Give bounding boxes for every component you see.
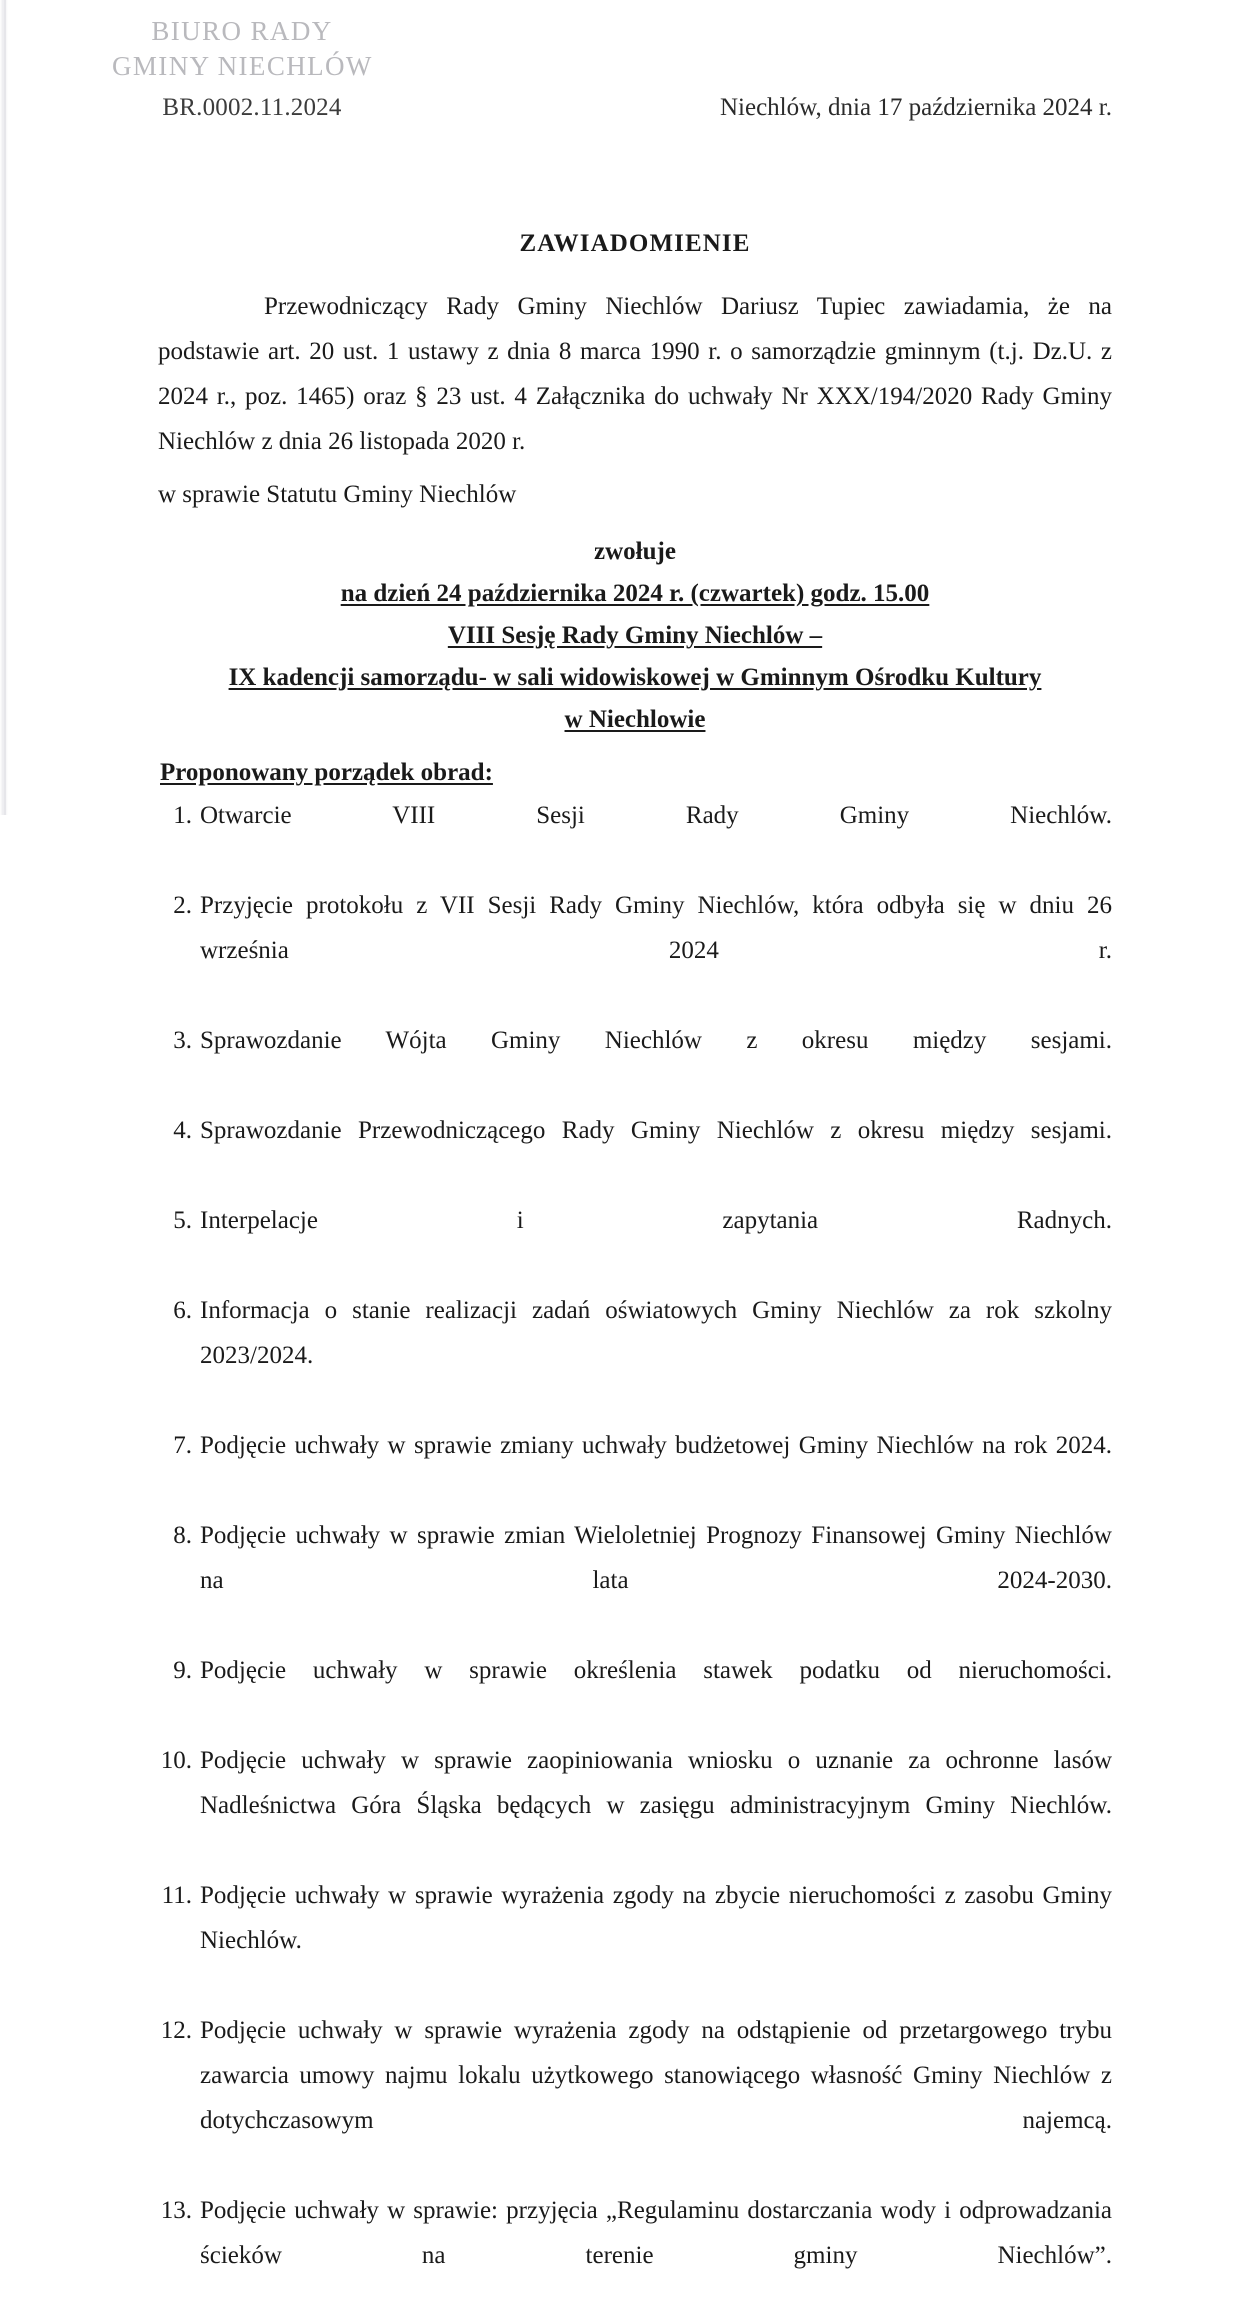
convene-session-text: VIII Sesję Rady Gminy Niechlów – [447,622,823,649]
agenda-item-number: 7. [173,1432,192,1459]
agenda-item-number: 2. [173,892,192,919]
agenda-item-text: Podjęcie uchwały w sprawie wyrażenia zgody na odstąpienie od przetargowego trybu zawarcia umowy najmu lokalu użytkowego stanowiącego własność Gminy Niechlów z dotychczasowym najemcą. [200,2017,1112,2134]
agenda-item-text: Przyjęcie protokołu z VII Sesji Rady Gminy Niechlów, która odbyła się w dniu 26 września 2024 r. [200,892,1112,964]
agenda-item-text: Otwarcie VIII Sesji Rady Gminy Niechlów. [200,802,1112,829]
document-header [0,0,1240,140]
agenda-item-number: 3. [173,1027,192,1054]
agenda-item-number: 1. [173,802,192,829]
intro-paragraph [158,284,1112,464]
agenda-item-text: Podjęcie uchwały w sprawie określenia stawek podatku od nieruchomości. [200,1657,1112,1684]
agenda-item-number: 10. [160,1747,192,1774]
agenda-item-text: Sprawozdanie Przewodniczącego Rady Gminy Niechlów z okresu między sesjami. [200,1117,1112,1144]
agenda-item [158,1108,1112,1198]
document-body [158,230,1112,2323]
agenda-item [158,1423,1112,1513]
agenda-heading-wrap [158,741,1112,793]
agenda-item-number: 5. [173,1207,192,1234]
agenda-item [158,1513,1112,1648]
agenda-item-number: 6. [173,1297,192,1324]
agenda-item-text: Informacja o stanie realizacji zadań oświatowych Gminy Niechlów za rok szkolny 2023/2024. [200,1297,1112,1369]
agenda-item-text: Podjęcie uchwały w sprawie wyrażenia zgody na zbycie nieruchomości z zasobu Gminy Niechlów. [200,1882,1112,1954]
agenda-item-text: Interpelacje i zapytania Radnych. [200,1207,1112,1234]
agenda-item-number: 4. [173,1117,192,1144]
place-and-date: Niechlów, dnia 17 października 2024 r. [719,94,1112,121]
convene-block [158,531,1112,741]
agenda-item [158,1648,1112,1738]
intro-paragraph-text: Przewodniczący Rady Gminy Niechlów Dariusz Tupiec zawiadamia, że na podstawie art. 20 ust. 1 ustawy z dnia 8 marca 1990 r. o samorządzie gminnym (t.j. Dz.U. z 2024 r., poz. 1465) oraz § 23 ust. 4 Załącznika do uchwały Nr XXX/194/2020 Rady Gminy Niechlów z dnia 26 listopada 2020 r. [158,293,1112,455]
agenda-heading: Proponowany porządek obrad: [160,759,493,786]
agenda-item-number: 12. [160,2017,192,2044]
convene-date-text: na dzień 24 października 2024 r. (czwartek) godz. 15.00 [340,580,930,607]
agenda-item [158,2008,1112,2188]
agenda-item-text: Podjęcie uchwały w sprawie: przyjęcia „Regulaminu dostarczania wody i odprowadzania ścieków na terenie gminy Niechlów”. [200,2197,1112,2269]
page-title: ZAWIADOMIENIE [519,230,751,257]
agenda-item-number: 13. [160,2197,192,2224]
agenda-item [158,1198,1112,1288]
agenda-item [158,1738,1112,1873]
agenda-item [158,1873,1112,2008]
agenda-item-number: 8. [173,1522,192,1549]
agenda-item [158,793,1112,883]
agenda-item-number: 9. [173,1657,192,1684]
convene-city-text: w Niechlowie [564,706,706,733]
convene-venue-line [158,657,1112,699]
agenda-item-number: 11. [161,1882,192,1909]
convene-date-line [158,573,1112,615]
agenda-item-text: Podjęcie uchwały w sprawie zmian Wieloletniej Prognozy Finansowej Gminy Niechlów na lata 2024-2030. [200,1522,1112,1594]
office-stamp [112,14,372,84]
intro-paragraph-last-line: w sprawie Statutu Gminy Niechlów [158,481,517,508]
agenda-item-text: Sprawozdanie Wójta Gminy Niechlów z okresu między sesjami. [200,1027,1112,1054]
agenda-item-text: Podjęcie uchwały w sprawie zmiany uchwały budżetowej Gminy Niechlów na rok 2024. [200,1432,1112,1459]
agenda-list [158,793,1112,2323]
convene-verb: zwołuje [594,538,676,565]
reference-number: BR.0002.11.2024 [162,94,342,121]
office-stamp-line-1: BIURO RADY [151,16,333,46]
convene-city-line [158,699,1112,741]
convene-session-line [158,615,1112,657]
agenda-item [158,883,1112,1018]
convene-venue-text: IX kadencji samorządu- w sali widowiskowej w Gminnym Ośrodku Kultury [228,664,1042,691]
agenda-item [158,1018,1112,1108]
agenda-item-text: Podjęcie uchwały w sprawie zaopiniowania wniosku o uznanie za ochronne lasów Nadleśnictwa Góra Śląska będących w zasięgu administracyjnym Gminy Niechlów. [200,1747,1112,1819]
agenda-item [158,2188,1112,2323]
agenda-item [158,1288,1112,1423]
office-stamp-line-2: GMINY NIECHLÓW [112,51,373,81]
